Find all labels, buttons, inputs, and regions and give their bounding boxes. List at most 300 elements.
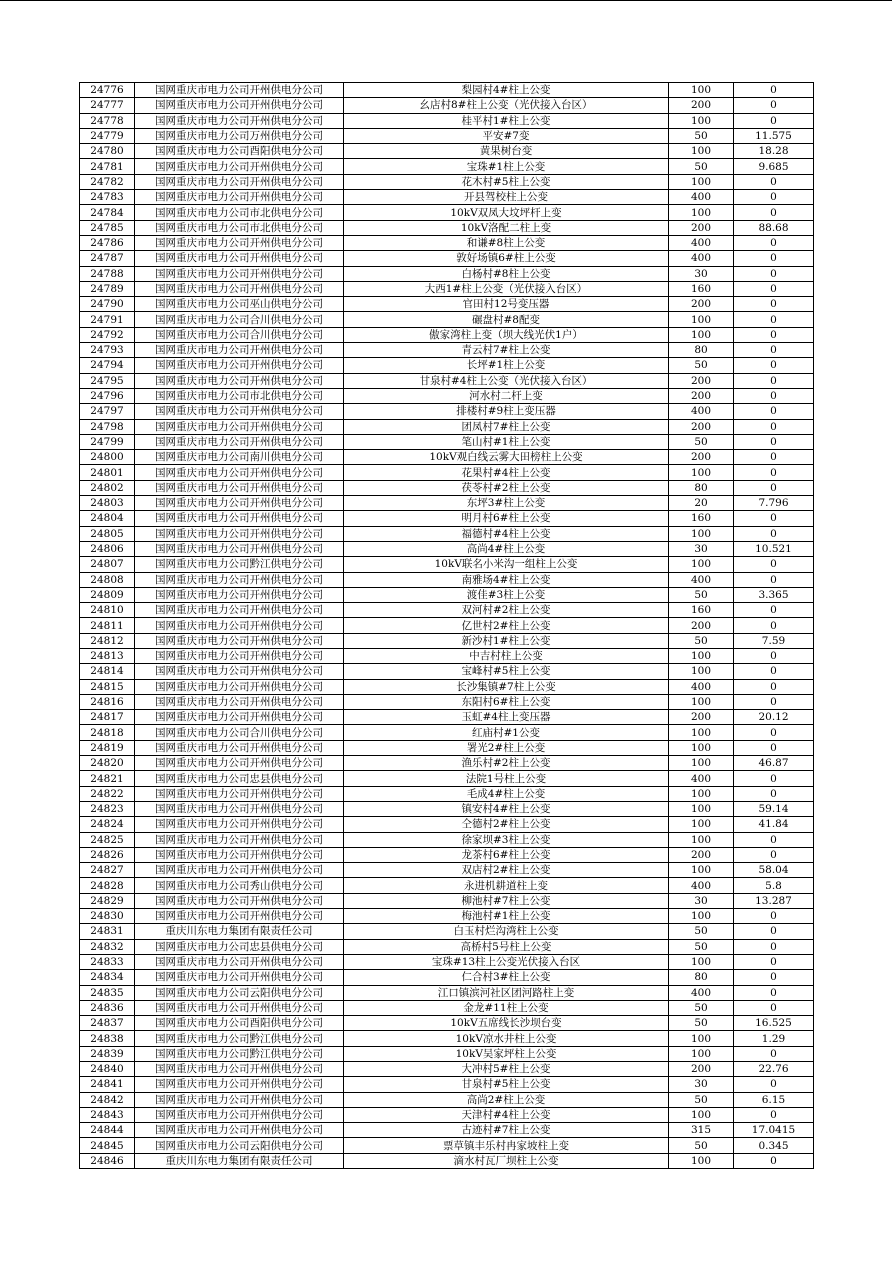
- transformer-name-cell: 排楼村#9柱上变压器: [344, 404, 669, 419]
- transformer-name-cell: 江口镇滨河社区团河路柱上变: [344, 985, 669, 1000]
- value-cell: 0: [734, 190, 814, 205]
- value-cell: 59.14: [734, 801, 814, 816]
- row-id-cell: 24792: [80, 327, 135, 342]
- table-row: [80, 863, 814, 878]
- transformer-name-cell: 傲家湾柱上变（坝大线光伏1户）: [344, 327, 669, 342]
- transformer-name-cell: 亿世村2#柱上公变: [344, 618, 669, 633]
- row-id-cell: 24843: [80, 1107, 135, 1122]
- row-id-cell: 24778: [80, 113, 135, 128]
- company-cell: 国网重庆市电力公司黔江供电分公司: [135, 557, 344, 572]
- value-cell: 0: [734, 725, 814, 740]
- table-row: [80, 710, 814, 725]
- transformer-name-cell: 10kV双凤大坟坪杆上变: [344, 205, 669, 220]
- company-cell: 国网重庆市电力公司合川供电分公司: [135, 725, 344, 740]
- company-cell: 重庆川东电力集团有限责任公司: [135, 924, 344, 939]
- value-cell: 46.87: [734, 756, 814, 771]
- transformer-name-cell: 笔山村#1柱上公变: [344, 434, 669, 449]
- row-id-cell: 24819: [80, 740, 135, 755]
- value-cell: 0: [734, 266, 814, 281]
- value-cell: 1.29: [734, 1031, 814, 1046]
- capacity-cell: 100: [669, 725, 734, 740]
- row-id-cell: 24794: [80, 358, 135, 373]
- capacity-cell: 100: [669, 174, 734, 189]
- table-row: [80, 373, 814, 388]
- company-cell: 国网重庆市电力公司云阳供电分公司: [135, 1138, 344, 1153]
- row-id-cell: 24815: [80, 679, 135, 694]
- capacity-cell: 50: [669, 1138, 734, 1153]
- row-id-cell: 24781: [80, 159, 135, 174]
- capacity-cell: 200: [669, 297, 734, 312]
- company-cell: 国网重庆市电力公司市北供电分公司: [135, 220, 344, 235]
- transformer-name-cell: 东坪3#柱上公变: [344, 496, 669, 511]
- company-cell: 重庆川东电力集团有限责任公司: [135, 1153, 344, 1168]
- capacity-cell: 200: [669, 710, 734, 725]
- capacity-cell: 100: [669, 327, 734, 342]
- capacity-cell: 50: [669, 939, 734, 954]
- value-cell: 0: [734, 618, 814, 633]
- row-id-cell: 24812: [80, 633, 135, 648]
- transformer-name-cell: 官田村12号变压器: [344, 297, 669, 312]
- row-id-cell: 24844: [80, 1123, 135, 1138]
- company-cell: 国网重庆市电力公司开州供电分公司: [135, 434, 344, 449]
- company-cell: 国网重庆市电力公司开州供电分公司: [135, 373, 344, 388]
- company-cell: 国网重庆市电力公司开州供电分公司: [135, 618, 344, 633]
- value-cell: 0: [734, 312, 814, 327]
- company-cell: 国网重庆市电力公司开州供电分公司: [135, 648, 344, 663]
- capacity-cell: 160: [669, 603, 734, 618]
- transformer-name-cell: 镇安村4#柱上公变: [344, 801, 669, 816]
- transformer-name-cell: 新沙村1#柱上公变: [344, 633, 669, 648]
- table-row: [80, 740, 814, 755]
- table-row: [80, 1077, 814, 1092]
- capacity-cell: 400: [669, 251, 734, 266]
- company-cell: 国网重庆市电力公司黔江供电分公司: [135, 1031, 344, 1046]
- table-row: [80, 404, 814, 419]
- company-cell: 国网重庆市电力公司开州供电分公司: [135, 1062, 344, 1077]
- table-row: [80, 190, 814, 205]
- table-row: [80, 327, 814, 342]
- capacity-cell: 400: [669, 235, 734, 250]
- capacity-cell: 50: [669, 434, 734, 449]
- value-cell: 0: [734, 970, 814, 985]
- capacity-cell: 160: [669, 511, 734, 526]
- company-cell: 国网重庆市电力公司开州供电分公司: [135, 572, 344, 587]
- company-cell: 国网重庆市电力公司开州供电分公司: [135, 710, 344, 725]
- capacity-cell: 100: [669, 113, 734, 128]
- value-cell: 0: [734, 740, 814, 755]
- row-id-cell: 24826: [80, 847, 135, 862]
- row-id-cell: 24800: [80, 450, 135, 465]
- company-cell: 国网重庆市电力公司开州供电分公司: [135, 1107, 344, 1122]
- row-id-cell: 24833: [80, 954, 135, 969]
- value-cell: 0: [734, 343, 814, 358]
- table-row: [80, 266, 814, 281]
- transformer-name-cell: 黄果树台变: [344, 144, 669, 159]
- row-id-cell: 24796: [80, 388, 135, 403]
- table-row: [80, 511, 814, 526]
- row-id-cell: 24798: [80, 419, 135, 434]
- row-id-cell: 24809: [80, 587, 135, 602]
- capacity-cell: 100: [669, 526, 734, 541]
- company-cell: 国网重庆市电力公司秀山供电分公司: [135, 878, 344, 893]
- table-row: [80, 1092, 814, 1107]
- capacity-cell: 400: [669, 404, 734, 419]
- capacity-cell: 100: [669, 801, 734, 816]
- value-cell: 0: [734, 572, 814, 587]
- capacity-cell: 200: [669, 388, 734, 403]
- table-row: [80, 909, 814, 924]
- company-cell: 国网重庆市电力公司开州供电分公司: [135, 679, 344, 694]
- company-cell: 国网重庆市电力公司开州供电分公司: [135, 541, 344, 556]
- table-row: [80, 587, 814, 602]
- transformer-name-cell: 玉虹#4柱上变压器: [344, 710, 669, 725]
- capacity-cell: 50: [669, 1092, 734, 1107]
- table-row: [80, 113, 814, 128]
- transformer-name-cell: 10kV洛配二柱上变: [344, 220, 669, 235]
- table-row: [80, 297, 814, 312]
- table-row: [80, 725, 814, 740]
- capacity-cell: 200: [669, 98, 734, 113]
- value-cell: 58.04: [734, 863, 814, 878]
- row-id-cell: 24835: [80, 985, 135, 1000]
- table-row: [80, 480, 814, 495]
- capacity-cell: 100: [669, 786, 734, 801]
- capacity-cell: 100: [669, 1031, 734, 1046]
- capacity-cell: 100: [669, 740, 734, 755]
- row-id-cell: 24793: [80, 343, 135, 358]
- row-id-cell: 24829: [80, 893, 135, 908]
- company-cell: 国网重庆市电力公司开州供电分公司: [135, 159, 344, 174]
- row-id-cell: 24837: [80, 1016, 135, 1031]
- company-cell: 国网重庆市电力公司开州供电分公司: [135, 1092, 344, 1107]
- row-id-cell: 24776: [80, 83, 135, 98]
- row-id-cell: 24785: [80, 220, 135, 235]
- value-cell: 0: [734, 434, 814, 449]
- transformer-name-cell: 白杨村#8柱上公变: [344, 266, 669, 281]
- company-cell: 国网重庆市电力公司开州供电分公司: [135, 526, 344, 541]
- transformer-name-cell: 10kV联名小米沟一组柱上公变: [344, 557, 669, 572]
- table-row: [80, 557, 814, 572]
- capacity-cell: 80: [669, 970, 734, 985]
- row-id-cell: 24801: [80, 465, 135, 480]
- transformer-name-cell: 开县驾校柱上公变: [344, 190, 669, 205]
- company-cell: 国网重庆市电力公司忠县供电分公司: [135, 939, 344, 954]
- transformer-name-cell: 10kV吴家坪柱上公变: [344, 1046, 669, 1061]
- transformer-name-cell: 青云村7#柱上公变: [344, 343, 669, 358]
- value-cell: 0: [734, 1153, 814, 1168]
- transformer-name-cell: 茯苓村#2柱上公变: [344, 480, 669, 495]
- capacity-cell: 100: [669, 1153, 734, 1168]
- company-cell: 国网重庆市电力公司开州供电分公司: [135, 954, 344, 969]
- value-cell: 0: [734, 847, 814, 862]
- row-id-cell: 24806: [80, 541, 135, 556]
- company-cell: 国网重庆市电力公司开州供电分公司: [135, 740, 344, 755]
- capacity-cell: 50: [669, 587, 734, 602]
- table-row: [80, 1123, 814, 1138]
- table-row: [80, 847, 814, 862]
- value-cell: 0: [734, 373, 814, 388]
- capacity-cell: 400: [669, 985, 734, 1000]
- value-cell: 0: [734, 465, 814, 480]
- capacity-cell: 200: [669, 220, 734, 235]
- value-cell: 0: [734, 832, 814, 847]
- company-cell: 国网重庆市电力公司开州供电分公司: [135, 786, 344, 801]
- value-cell: 7.796: [734, 496, 814, 511]
- value-cell: 0: [734, 327, 814, 342]
- value-cell: 0: [734, 404, 814, 419]
- capacity-cell: 200: [669, 618, 734, 633]
- row-id-cell: 24795: [80, 373, 135, 388]
- table-row: [80, 648, 814, 663]
- capacity-cell: 50: [669, 1000, 734, 1015]
- table-row: [80, 98, 814, 113]
- table-row: [80, 1000, 814, 1015]
- company-cell: 国网重庆市电力公司巫山供电分公司: [135, 297, 344, 312]
- transformer-name-cell: 渡佳#3柱上公变: [344, 587, 669, 602]
- row-id-cell: 24797: [80, 404, 135, 419]
- row-id-cell: 24783: [80, 190, 135, 205]
- row-id-cell: 24808: [80, 572, 135, 587]
- row-id-cell: 24807: [80, 557, 135, 572]
- company-cell: 国网重庆市电力公司合川供电分公司: [135, 327, 344, 342]
- value-cell: 41.84: [734, 817, 814, 832]
- value-cell: 11.575: [734, 128, 814, 143]
- row-id-cell: 24828: [80, 878, 135, 893]
- company-cell: 国网重庆市电力公司开州供电分公司: [135, 465, 344, 480]
- table-row: [80, 771, 814, 786]
- company-cell: 国网重庆市电力公司酉阳供电分公司: [135, 1016, 344, 1031]
- value-cell: 0: [734, 648, 814, 663]
- capacity-cell: 30: [669, 266, 734, 281]
- value-cell: 0: [734, 1000, 814, 1015]
- table-row: [80, 985, 814, 1000]
- capacity-cell: 200: [669, 450, 734, 465]
- company-cell: 国网重庆市电力公司开州供电分公司: [135, 664, 344, 679]
- capacity-cell: 100: [669, 909, 734, 924]
- transformer-name-cell: 长坪#1柱上公变: [344, 358, 669, 373]
- row-id-cell: 24784: [80, 205, 135, 220]
- table-row: [80, 159, 814, 174]
- table-row: [80, 970, 814, 985]
- row-id-cell: 24820: [80, 756, 135, 771]
- value-cell: 0: [734, 526, 814, 541]
- value-cell: 0: [734, 1107, 814, 1122]
- transformer-name-cell: 毛成4#柱上公变: [344, 786, 669, 801]
- transformer-name-cell: 永进机耕道柱上变: [344, 878, 669, 893]
- capacity-cell: 315: [669, 1123, 734, 1138]
- table-row: [80, 343, 814, 358]
- row-id-cell: 24813: [80, 648, 135, 663]
- value-cell: 0: [734, 235, 814, 250]
- table-row: [80, 251, 814, 266]
- transformer-name-cell: 金龙#11柱上公变: [344, 1000, 669, 1015]
- value-cell: 0: [734, 771, 814, 786]
- value-cell: 18.28: [734, 144, 814, 159]
- row-id-cell: 24789: [80, 281, 135, 296]
- table-row: [80, 832, 814, 847]
- company-cell: 国网重庆市电力公司开州供电分公司: [135, 817, 344, 832]
- transformer-name-cell: 东阳村6#柱上公变: [344, 694, 669, 709]
- transformer-name-cell: 白玉村烂沟湾柱上公变: [344, 924, 669, 939]
- transformer-name-cell: 碾盘村#8配变: [344, 312, 669, 327]
- transformer-name-cell: 渔乐村#2柱上公变: [344, 756, 669, 771]
- table-row: [80, 388, 814, 403]
- table-row: [80, 1031, 814, 1046]
- capacity-cell: 100: [669, 863, 734, 878]
- capacity-cell: 100: [669, 1107, 734, 1122]
- transformer-name-cell: 10kV凉水井柱上公变: [344, 1031, 669, 1046]
- table-row: [80, 450, 814, 465]
- capacity-cell: 50: [669, 633, 734, 648]
- value-cell: 9.685: [734, 159, 814, 174]
- transformer-name-cell: 滴水村瓦厂坝柱上公变: [344, 1153, 669, 1168]
- table-row: [80, 281, 814, 296]
- value-cell: 16.525: [734, 1016, 814, 1031]
- company-cell: 国网重庆市电力公司开州供电分公司: [135, 1077, 344, 1092]
- capacity-cell: 20: [669, 496, 734, 511]
- transformer-name-cell: 福德村#4柱上公变: [344, 526, 669, 541]
- capacity-cell: 400: [669, 679, 734, 694]
- row-id-cell: 24788: [80, 266, 135, 281]
- table-row: [80, 618, 814, 633]
- transformer-name-cell: 桂平村1#柱上公变: [344, 113, 669, 128]
- transformer-name-cell: 天津村#4柱上公变: [344, 1107, 669, 1122]
- company-cell: 国网重庆市电力公司开州供电分公司: [135, 1000, 344, 1015]
- value-cell: 0: [734, 909, 814, 924]
- company-cell: 国网重庆市电力公司开州供电分公司: [135, 801, 344, 816]
- company-cell: 国网重庆市电力公司开州供电分公司: [135, 480, 344, 495]
- transformer-name-cell: 明月村6#柱上公变: [344, 511, 669, 526]
- row-id-cell: 24832: [80, 939, 135, 954]
- company-cell: 国网重庆市电力公司南川供电分公司: [135, 450, 344, 465]
- row-id-cell: 24841: [80, 1077, 135, 1092]
- value-cell: 5.8: [734, 878, 814, 893]
- value-cell: 0: [734, 939, 814, 954]
- transformer-name-cell: 红庙村#1公变: [344, 725, 669, 740]
- capacity-cell: 400: [669, 572, 734, 587]
- capacity-cell: 30: [669, 1077, 734, 1092]
- company-cell: 国网重庆市电力公司忠县供电分公司: [135, 771, 344, 786]
- company-cell: 国网重庆市电力公司开州供电分公司: [135, 893, 344, 908]
- capacity-cell: 50: [669, 358, 734, 373]
- capacity-cell: 160: [669, 281, 734, 296]
- row-id-cell: 24817: [80, 710, 135, 725]
- company-cell: 国网重庆市电力公司开州供电分公司: [135, 496, 344, 511]
- transformer-name-cell: 徐家坝#3柱上公变: [344, 832, 669, 847]
- value-cell: 0: [734, 1046, 814, 1061]
- capacity-cell: 100: [669, 756, 734, 771]
- capacity-cell: 50: [669, 924, 734, 939]
- value-cell: 0: [734, 297, 814, 312]
- value-cell: 0: [734, 205, 814, 220]
- row-id-cell: 24782: [80, 174, 135, 189]
- transformer-name-cell: 古迹村#7柱上公变: [344, 1123, 669, 1138]
- capacity-cell: 80: [669, 480, 734, 495]
- value-cell: 0: [734, 603, 814, 618]
- row-id-cell: 24823: [80, 801, 135, 816]
- table-row: [80, 924, 814, 939]
- capacity-cell: 400: [669, 190, 734, 205]
- capacity-cell: 30: [669, 893, 734, 908]
- capacity-cell: 400: [669, 878, 734, 893]
- transformer-name-cell: 10kV观白线云雾大田榜柱上公变: [344, 450, 669, 465]
- transformer-name-cell: 龙茶村6#柱上公变: [344, 847, 669, 862]
- table-row: [80, 419, 814, 434]
- capacity-cell: 50: [669, 1016, 734, 1031]
- company-cell: 国网重庆市电力公司开州供电分公司: [135, 863, 344, 878]
- row-id-cell: 24842: [80, 1092, 135, 1107]
- capacity-cell: 400: [669, 771, 734, 786]
- table-row: [80, 1107, 814, 1122]
- row-id-cell: 24836: [80, 1000, 135, 1015]
- table-row: [80, 817, 814, 832]
- value-cell: 0: [734, 954, 814, 969]
- value-cell: 22.76: [734, 1062, 814, 1077]
- transformer-name-cell: 甘泉村#5柱上公变: [344, 1077, 669, 1092]
- transformer-name-cell: 大西1#柱上公变（光伏接入台区）: [344, 281, 669, 296]
- row-id-cell: 24787: [80, 251, 135, 266]
- company-cell: 国网重庆市电力公司开州供电分公司: [135, 174, 344, 189]
- capacity-cell: 100: [669, 817, 734, 832]
- value-cell: 0: [734, 511, 814, 526]
- table-row: [80, 939, 814, 954]
- company-cell: 国网重庆市电力公司开州供电分公司: [135, 756, 344, 771]
- transformer-name-cell: 双店村2#柱上公变: [344, 863, 669, 878]
- value-cell: 0: [734, 1077, 814, 1092]
- row-id-cell: 24824: [80, 817, 135, 832]
- table-row: [80, 128, 814, 143]
- row-id-cell: 24838: [80, 1031, 135, 1046]
- value-cell: 0: [734, 358, 814, 373]
- capacity-cell: 200: [669, 419, 734, 434]
- row-id-cell: 24845: [80, 1138, 135, 1153]
- value-cell: 0: [734, 388, 814, 403]
- company-cell: 国网重庆市电力公司开州供电分公司: [135, 83, 344, 98]
- company-cell: 国网重庆市电力公司市北供电分公司: [135, 205, 344, 220]
- transformer-name-cell: 署光2#柱上公变: [344, 740, 669, 755]
- transformer-name-cell: 敦好场镇6#柱上公变: [344, 251, 669, 266]
- company-cell: 国网重庆市电力公司开州供电分公司: [135, 98, 344, 113]
- row-id-cell: 24831: [80, 924, 135, 939]
- capacity-cell: 100: [669, 144, 734, 159]
- row-id-cell: 24839: [80, 1046, 135, 1061]
- transformer-name-cell: 仁合村3#柱上公变: [344, 970, 669, 985]
- transformer-name-cell: 高尚2#柱上公变: [344, 1092, 669, 1107]
- table-row: [80, 235, 814, 250]
- capacity-cell: 100: [669, 557, 734, 572]
- table-row: [80, 83, 814, 98]
- value-cell: 0: [734, 281, 814, 296]
- transformer-name-cell: 团凤村7#柱上公变: [344, 419, 669, 434]
- capacity-cell: 100: [669, 664, 734, 679]
- table-row: [80, 205, 814, 220]
- value-cell: 0: [734, 679, 814, 694]
- table-row: [80, 1046, 814, 1061]
- row-id-cell: 24802: [80, 480, 135, 495]
- row-id-cell: 24804: [80, 511, 135, 526]
- transformer-name-cell: 长沙集镇#7柱上公变: [344, 679, 669, 694]
- company-cell: 国网重庆市电力公司开州供电分公司: [135, 1123, 344, 1138]
- transformer-name-cell: 花木村#5柱上公变: [344, 174, 669, 189]
- table-row: [80, 1153, 814, 1168]
- value-cell: 0: [734, 664, 814, 679]
- table-row: [80, 541, 814, 556]
- table-row: [80, 679, 814, 694]
- table-row: [80, 174, 814, 189]
- company-cell: 国网重庆市电力公司开州供电分公司: [135, 358, 344, 373]
- transformer-name-cell: 南雅场4#柱上公变: [344, 572, 669, 587]
- row-id-cell: 24791: [80, 312, 135, 327]
